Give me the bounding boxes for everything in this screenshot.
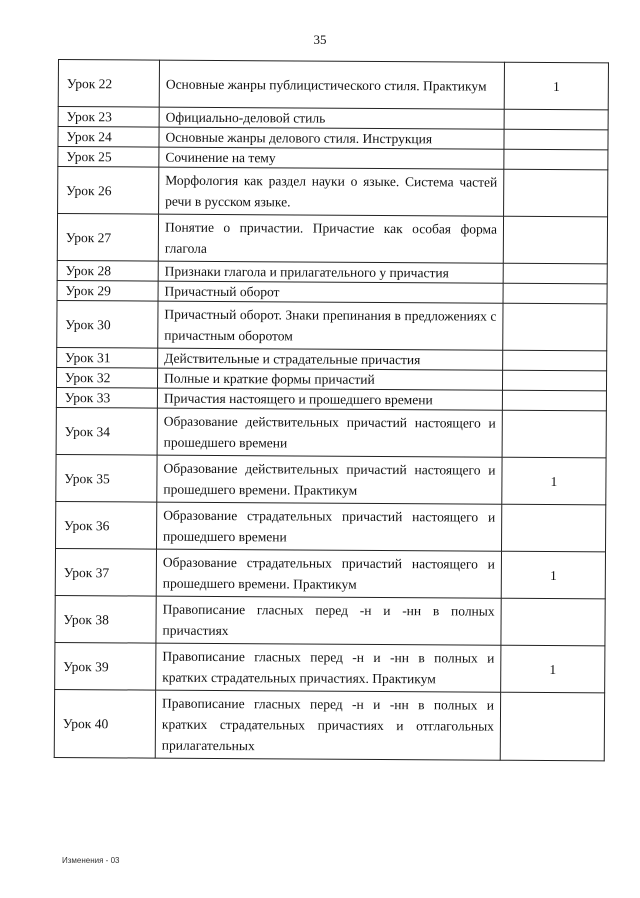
lesson-topic-cell: Полные и краткие формы причастий: [157, 368, 502, 390]
lesson-hours-cell: [502, 410, 606, 458]
lesson-number-cell: Урок 31: [57, 347, 158, 368]
lesson-number-cell: Урок 27: [57, 214, 158, 262]
lesson-topic-cell: Морфология как раздел науки о языке. Система частей речи в русском языке.: [159, 167, 504, 216]
lesson-number-cell: Урок 24: [58, 127, 159, 148]
lesson-topic-cell: Понятие о причастии. Причастие как особая форма глагола: [158, 214, 503, 263]
lesson-topic-cell: Правописание гласных перед -н и -нн в полных и кратких страдательных причастиях и отглагольных прилагательных: [155, 690, 500, 760]
lesson-number-cell: Урок 34: [56, 407, 157, 455]
lesson-topic-cell: Признаки глагола и прилагательного у причастия: [158, 261, 503, 283]
lesson-number-cell: Урок 28: [57, 260, 158, 281]
lesson-hours-cell: [504, 149, 608, 170]
lesson-hours-cell: [503, 350, 607, 371]
lesson-hours-cell: 1: [501, 645, 605, 693]
lesson-hours-cell: 1: [504, 62, 608, 110]
lesson-hours-cell: [502, 504, 606, 552]
table-row: [57, 214, 607, 264]
lesson-hours-cell: [501, 598, 605, 646]
lesson-hours-cell: [503, 283, 607, 304]
table-row: [55, 595, 605, 645]
table-row: [56, 407, 606, 457]
lesson-topic-cell: Основные жанры публицистического стиля. Практикум: [159, 60, 504, 109]
lesson-number-cell: Урок 39: [55, 642, 156, 690]
lesson-hours-cell: [504, 129, 608, 150]
lesson-topic-cell: Образование действительных причастий настоящего и прошедшего времени: [157, 408, 502, 457]
table-row: [57, 300, 607, 350]
lesson-number-cell: Урок 25: [58, 147, 159, 168]
lesson-hours-cell: [503, 263, 607, 284]
lesson-topic-cell: Причастный оборот. Знаки препинания в предложениях с причастным оборотом: [158, 301, 503, 350]
lesson-topic-cell: Образование страдательных причастий настоящего и прошедшего времени: [157, 502, 502, 551]
lesson-number-cell: Урок 33: [56, 387, 157, 408]
lesson-hours-cell: [502, 390, 606, 411]
lesson-topic-cell: Образование страдательных причастий настоящего и прошедшего времени. Практикум: [156, 549, 501, 598]
lesson-number-cell: Урок 29: [57, 280, 158, 301]
lesson-hours-cell: [500, 692, 604, 761]
lesson-table-body: [54, 60, 608, 761]
lesson-number-cell: Урок 38: [55, 595, 156, 643]
lesson-topic-cell: Правописание гласных перед -н и -нн в полных причастиях: [156, 596, 501, 645]
lesson-topic-cell: Сочинение на тему: [159, 147, 504, 169]
lesson-hours-cell: [502, 370, 606, 391]
table-row: [55, 642, 605, 692]
lesson-number-cell: Урок 30: [57, 300, 158, 348]
table-row: [56, 501, 606, 551]
lesson-number-cell: Урок 32: [56, 367, 157, 388]
lesson-topic-cell: Причастный оборот: [158, 281, 503, 303]
lesson-table-wrapper: [54, 59, 609, 761]
lesson-number-cell: Урок 35: [56, 454, 157, 502]
lesson-topic-cell: Причастия настоящего и прошедшего времени: [157, 388, 502, 410]
lesson-hours-cell: [503, 216, 607, 264]
lesson-table: [54, 59, 609, 761]
lesson-number-cell: Урок 36: [56, 501, 157, 549]
lesson-number-cell: Урок 22: [58, 60, 159, 108]
lesson-number-cell: Урок 23: [58, 107, 159, 128]
table-row: [58, 60, 608, 110]
lesson-hours-cell: [504, 109, 608, 130]
lesson-hours-cell: 1: [502, 457, 606, 505]
page-number: 35: [313, 32, 327, 47]
lesson-topic-cell: Действительные и страдательные причастия: [158, 348, 503, 370]
lesson-topic-cell: Образование действительных причастий настоящего и прошедшего времени. Практикум: [157, 455, 502, 504]
lesson-topic-cell: Официально-деловой стиль: [159, 107, 504, 129]
table-row: [58, 167, 608, 217]
table-row: [55, 548, 605, 598]
lesson-topic-cell: Правописание гласных перед -н и -нн в полных и кратких страдательных причастиях. Практикум: [156, 643, 501, 692]
lesson-number-cell: Урок 40: [54, 689, 155, 758]
table-row: [56, 454, 606, 504]
lesson-topic-cell: Основные жанры делового стиля. Инструкция: [159, 127, 504, 149]
footer-revision: Изменения - 03: [62, 856, 120, 865]
lesson-hours-cell: 1: [501, 551, 605, 599]
lesson-number-cell: Урок 37: [55, 548, 156, 596]
lesson-hours-cell: [503, 303, 607, 351]
lesson-number-cell: Урок 26: [58, 167, 159, 215]
table-row: [54, 689, 604, 760]
lesson-hours-cell: [504, 169, 608, 217]
